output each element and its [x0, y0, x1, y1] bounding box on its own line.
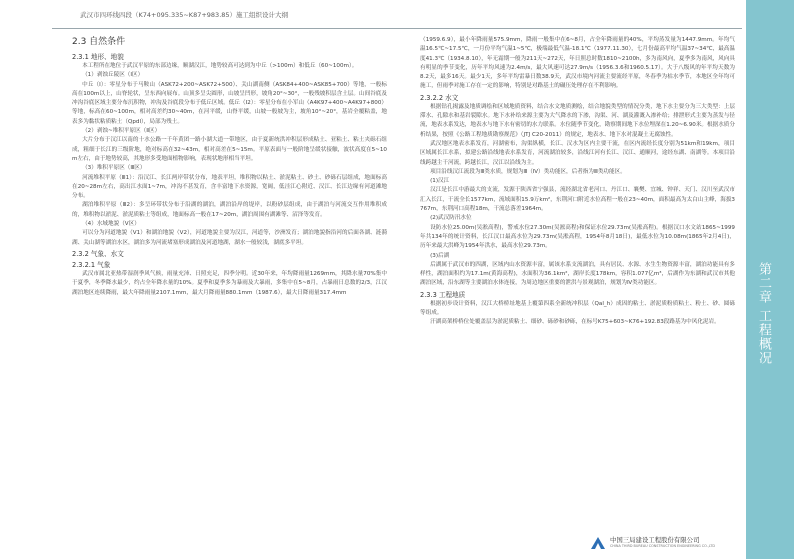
section-heading-2-3-3: 2.3.3 工程地质: [420, 290, 466, 299]
paragraph: （3）堆积平原区（Ⅲ区）: [82, 165, 146, 172]
paragraph: （4）水域地貌（Ⅴ区）: [82, 221, 140, 228]
section-heading-2-3-1: 2.3.1 地形、地貌: [72, 53, 124, 61]
section-heading-2-3-2: 2.3.2 气象、水文: [72, 249, 124, 258]
paragraph: 武汉地区地表水系发育，河湖密布，沟渠纵横，长江、汉水为区内主要干流，在区内流经长度分别为51km和19km，项目区域属长江水系，拟建公路沿线地表水系发育，河流湖泊较多，沿线江河有长江、汉江、通顺河，途经东湖、南湖等。本项目沿线跨越主干河流，跨越长江，汉江以沿线为主。: [420, 140, 735, 166]
paragraph: 汗湖高架桥桥位处覆盖层为淤泥质粘土、细砂、砾砂和砂砾，在标号K75+603~K76+192.83段路基为中风化泥岩。: [430, 319, 720, 326]
paragraph: (1)汉江: [430, 178, 450, 185]
paragraph: 后湖属于武汉市的四湖，区域内山水资源丰富，属该水系支流湖泊，具有居民、水源、水生生物资源丰富，湖泊功能具有多样性，湖泊面积约为17.1m(黄海高程)，水面积为36.1km²，湖岸长度178km，容积1.077亿m³，后湖作为东湖和武汉市其他湖泊区域，沿东湖等主要湖泊水体连接，为周边地区重要的泄洪与景观湖泊，规划为Ⅳ类功能区。: [420, 261, 735, 287]
left-column: [72, 36, 387, 298]
paragraph: 可以分为河道地貌（Ⅴ1）和湖泊地貌（Ⅴ2），河道地貌主要为汉江，河道等，沙洲发育；湖泊地貌指沿河的后面各湖、涟漪湖、关山湖等湖泊水区，湖泊多为河流堵塞形成湖泊及河道地湖，湖水一般较浅，湖底多平坦。: [72, 230, 387, 246]
section-heading-2-3: 2.3 自然条件: [72, 37, 126, 47]
company-name-en: CHINA THIRD BUREAU CONSTRUCTION ENGINEERING CO.,LTD: [610, 544, 715, 548]
paragraph: （1959.6.9），最小年降雨量575.9mm，降雨一般集中在6~8月，占全年降雨量的40%，平均蒸发量为1447.9mm。年均气温16.5℃~17.5℃，一月份平均气温1~5℃，极端最低气温-18.1℃（1977.11.30），七月份最高平均气温37~34℃，最高温度41.3℃（1934.8.10），年无霜期一般为211天~272天，年日照总时数1810~2100h，多为南风向，夏季多为南风，风向具有明显的季节变化，历年平均风速为2.4m/s，最大风速可达27.9m/s（1956.3.6和1960.5.17）。大于八级风的年平均天数为8.2天，最多16天。最少1天，多年平均雷暴日数38.9天，武汉市境内河流主要流经平原，冬春季为枯水季节，本地区全年均可施工，但雨季对施工存在一定的影响，特别是对路基土的碾压处理存在不利影响。: [420, 37, 735, 90]
paragraph: 湖泊堆积平原（Ⅲ2）：多呈环带状分布于沿湖的湖泊，湖泊沿岸的堤岸，以粉砂层组成，由于湖泊与河流交互作用堆积成的，堆积物以淤泥、淤泥质粘土等组成，地面标高一般在17~20m，湖泊周围有湖滩等、沼泽等发育。: [72, 202, 387, 218]
section-heading-2-3-2-2: 2.3.2.2 水文: [420, 93, 459, 102]
company-logo-icon: [590, 536, 606, 550]
header-title: 武汉市四环线四段（K74+095.335~K87+983.85）施工组织设计大纲: [80, 11, 289, 19]
paragraph: 中丘（Ⅰ）：零星分布于马鞍山（ASK72+200~ASK72+500）、关山湖南侧（ASK84+400~ASK85+700）等地，一般标高在100m以上，山脊轮状，呈东西向展布。山顶多呈尖圆形，山坡呈凹形，坡角20°~30°，一般残坡积层含土层。山间谷底及冲沟谷底区域主要分布沉积物，冲沟及谷底段分布于低丘区域。低丘（Ⅰ2）：零星分布在小军山（A4K97+400~A4K97+800）等地，标高在60~100m，相对高差约30~40m，在河平缓，山脊平缓，山坡一般坡为主，坡角10°~20°，基岩全覆粘盖，地表多为黏状粘质粘土（Qpdl），局部为残土。: [72, 81, 387, 125]
paragraph: （2）剥蚀~堆积平原区（Ⅱ区）: [82, 128, 161, 135]
paragraph: 设防水位25.00m(吴淞高程)，警戒水位27.30m(吴淞高程)和保证水位29.73m(吴淞高程)。根据汉口水文站1865~1999年共134年的统计资料，长江汉口最高水位为29.73m(吴淞高程，1954年8月18日)，最低水位为10.08m(1865年2月4日)，历年来最大洪峰为1954年洪水，最高水位29.73m。: [420, 224, 735, 250]
company-logo: [590, 534, 740, 552]
paragraph: 武汉市属北亚热带湿润季风气候，雨量充沛、日照充足，四季分明。近30年来，年均降雨量1269mm，其降水量70%集中于夏季，冬季降水最少，约占全年降水量的10%。夏季和夏季多为暴雨及大暴雨，多集中在5~8月，占暴雨日总数的2/3，江汉湖泊地区连续降雨，最大年降雨量2107.1mm，最大月降雨量880.1mm（1987.6），最大日降雨量317.4mm: [72, 270, 387, 296]
paragraph: (2)武汉防汛水位: [430, 215, 472, 222]
paragraph: 大片分布于汉江以南的十水公路一千年黄团一路小湖大道一带地区，由于夏新统洪冲积层形成粘土、亚粘土、粘土夹砾石组成，粗细于长江的三级阶地，绝对标高在32~43m，相对高差在5~15m。平原表面与一般阶地呈缓状接触，波状高度在5~10m左右，由于地势较高，其地形多受地面植物影响，表现状地形相当平坦。: [72, 137, 387, 162]
paragraph: (3)后湖: [430, 252, 450, 259]
paragraph: 根据初步设计资料，汉江大桥桥址地基上覆第四系全新统冲积层（Qal_h）成因的粘土、淤泥质粉质粘土、粉土、砂、圆砾等组成。: [420, 300, 735, 317]
paragraph: 汉江是长江中游最大的支流，发源于陕西省宁强县，流经湖北省老河口、丹江口、襄樊、宜城、钟祥、天门、汉川至武汉市汇入长江，干流全长1577km，流域面积15.9万km²，东荆河口附近水位高程一般在23~40m，面积最高为太白山主峰，海拔3767m，东荆河口高程18m，干流总落差1964m。: [420, 187, 735, 213]
paragraph: 本工程所在地位于武汉平原的东部边缘，顺湖汉江，地势较高可达到为中丘（>100m）和低丘（60~100m）。: [82, 63, 358, 69]
paragraph: （1）剥蚀丘陵区（Ⅰ区）: [82, 72, 144, 79]
chapter-title: 第二章 工程概况: [756, 262, 771, 366]
paragraph: 根据钻孔揭露及地质调绘和区域地质资料，结合水文地质测绘，结合地貌类型的情况分类，地下水主要分为三大类型：上层滞水、孔隙水和基岩裂隙水。地下水补给来源主要为大气降水的下渗，沟渠、河、湖及灌溉入渗补给；排泄形式主要为蒸发与径流，地表水系发达，地表水与地下水有密切的水力联系。水位随季节变化，勘察期间地下水位埋深在1.20~6.90米。根据水质分析结果，按照《公路工程地质勘察规范》（JTJ C20-2011）的规定，地表水、地下水对混凝土无腐蚀性。: [420, 103, 735, 138]
right-column: [420, 36, 735, 328]
page-header: [52, 8, 742, 29]
section-heading-2-3-2-1: 2.3.2.1 气象: [72, 260, 111, 269]
paragraph: 项目沿线汉江流段为Ⅲ类水质，规划为Ⅲ（Ⅳ）类功能区，后者指为Ⅲ类功能区。: [430, 168, 626, 175]
company-name-cn: 中国三局建设工程股份有限公司: [610, 536, 700, 544]
paragraph: 河流堆积平原（Ⅲ1）：沿汉江、长江两岸带状分布，地表平坦，堆积物以粘土、淤泥粘土、砂土、砂砾石层组成，地面标高在20~28m左右，高出江水面1~7m，冲沟不甚发育，含丰富地下水资源，宽阔，低洼江心附近、汉江、长江边缘有河道滩地分布。: [72, 174, 387, 200]
